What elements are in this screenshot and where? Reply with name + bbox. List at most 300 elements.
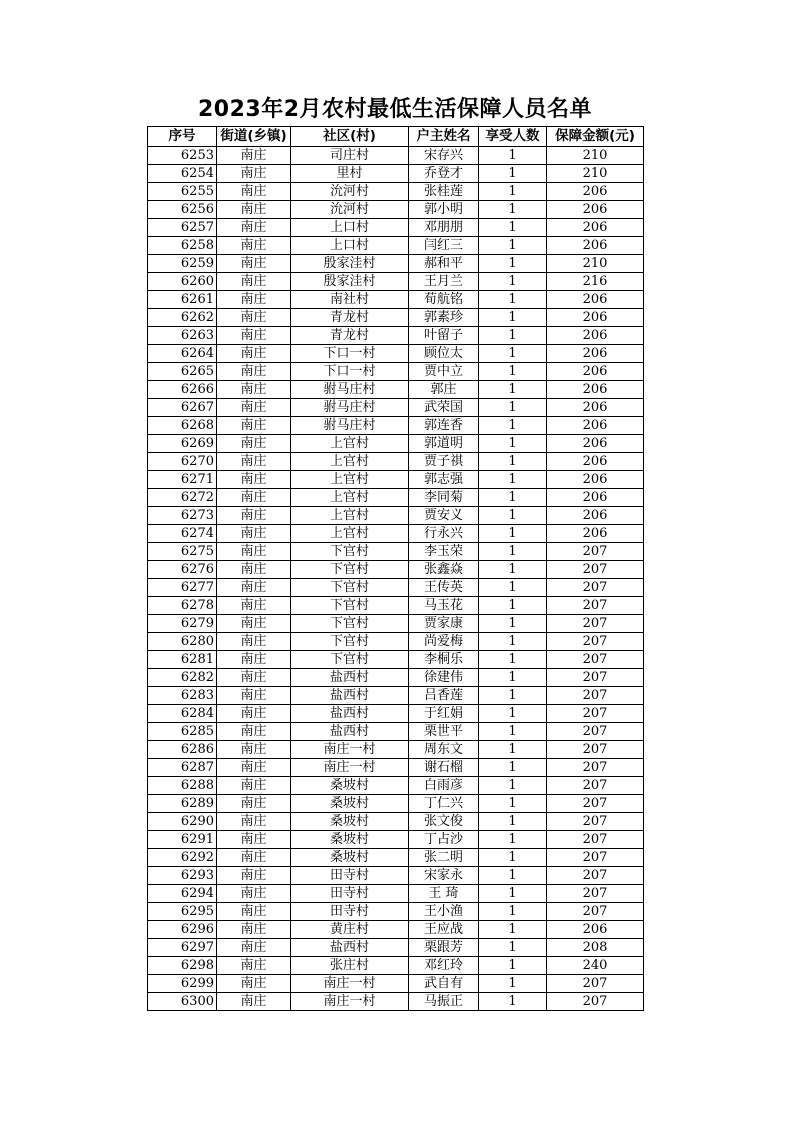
householder-cell: 周东文: [409, 741, 479, 759]
serial-cell: 6264: [148, 345, 217, 363]
table-row: [148, 939, 644, 957]
householder-cell: 马玉花: [409, 597, 479, 615]
amount-cell: 207: [547, 651, 644, 669]
page-title: 2023年2月农村最低生活保障人员名单: [197, 97, 593, 122]
serial-cell: 6277: [148, 579, 217, 597]
community-cell: 驸马庄村: [291, 399, 409, 417]
householder-cell: 丁仁兴: [409, 795, 479, 813]
householder-cell: 马振正: [409, 993, 479, 1011]
amount-cell: 207: [547, 615, 644, 633]
serial-cell: 6284: [148, 705, 217, 723]
amount-cell: 240: [547, 957, 644, 975]
table-row: [148, 435, 644, 453]
serial-cell: 6280: [148, 633, 217, 651]
table-row: [148, 705, 644, 723]
header-amount: 保障金额(元): [547, 127, 644, 147]
street-cell: 南庄: [217, 705, 291, 723]
persons-cell: 1: [479, 939, 547, 957]
amount-cell: 207: [547, 759, 644, 777]
street-cell: 南庄: [217, 579, 291, 597]
table-row: [148, 525, 644, 543]
serial-cell: 6291: [148, 831, 217, 849]
amount-cell: 206: [547, 201, 644, 219]
persons-cell: 1: [479, 309, 547, 327]
amount-cell: 206: [547, 507, 644, 525]
table-row: [148, 489, 644, 507]
persons-cell: 1: [479, 723, 547, 741]
street-cell: 南庄: [217, 921, 291, 939]
persons-cell: 1: [479, 615, 547, 633]
amount-cell: 206: [547, 327, 644, 345]
community-cell: 下官村: [291, 597, 409, 615]
amount-cell: 207: [547, 993, 644, 1011]
householder-cell: 贾子祺: [409, 453, 479, 471]
serial-cell: 6270: [148, 453, 217, 471]
householder-cell: 行永兴: [409, 525, 479, 543]
community-cell: 殷家洼村: [291, 255, 409, 273]
householder-cell: 王 琦: [409, 885, 479, 903]
street-cell: 南庄: [217, 759, 291, 777]
community-cell: 桑坡村: [291, 831, 409, 849]
street-cell: 南庄: [217, 975, 291, 993]
householder-cell: 栗跟芳: [409, 939, 479, 957]
householder-cell: 郝和平: [409, 255, 479, 273]
community-cell: 田寺村: [291, 903, 409, 921]
householder-cell: 郭连香: [409, 417, 479, 435]
amount-cell: 206: [547, 237, 644, 255]
header-serial: 序号: [148, 127, 217, 147]
table-row: [148, 165, 644, 183]
householder-cell: 尚爱梅: [409, 633, 479, 651]
amount-cell: 207: [547, 561, 644, 579]
street-cell: 南庄: [217, 741, 291, 759]
serial-cell: 6259: [148, 255, 217, 273]
amount-cell: 206: [547, 309, 644, 327]
amount-cell: 207: [547, 795, 644, 813]
persons-cell: 1: [479, 543, 547, 561]
community-cell: 上官村: [291, 489, 409, 507]
table-row: [148, 957, 644, 975]
amount-cell: 207: [547, 777, 644, 795]
householder-cell: 栗世平: [409, 723, 479, 741]
amount-cell: 207: [547, 903, 644, 921]
community-cell: 上官村: [291, 471, 409, 489]
community-cell: 里村: [291, 165, 409, 183]
community-cell: 下官村: [291, 615, 409, 633]
householder-cell: 张桂莲: [409, 183, 479, 201]
serial-cell: 6267: [148, 399, 217, 417]
street-cell: 南庄: [217, 255, 291, 273]
persons-cell: 1: [479, 489, 547, 507]
persons-cell: 1: [479, 795, 547, 813]
community-cell: 上官村: [291, 525, 409, 543]
street-cell: 南庄: [217, 597, 291, 615]
street-cell: 南庄: [217, 525, 291, 543]
householder-cell: 贾家康: [409, 615, 479, 633]
serial-cell: 6276: [148, 561, 217, 579]
table-row: [148, 723, 644, 741]
amount-cell: 206: [547, 219, 644, 237]
persons-cell: 1: [479, 219, 547, 237]
serial-cell: 6283: [148, 687, 217, 705]
householder-cell: 王月兰: [409, 273, 479, 291]
table-row: [148, 975, 644, 993]
persons-cell: 1: [479, 597, 547, 615]
community-cell: 盐西村: [291, 939, 409, 957]
street-cell: 南庄: [217, 633, 291, 651]
community-cell: 上官村: [291, 435, 409, 453]
amount-cell: 206: [547, 921, 644, 939]
amount-cell: 206: [547, 453, 644, 471]
serial-cell: 6265: [148, 363, 217, 381]
community-cell: 下官村: [291, 579, 409, 597]
serial-cell: 6253: [148, 147, 217, 165]
street-cell: 南庄: [217, 993, 291, 1011]
householder-cell: 闫红三: [409, 237, 479, 255]
street-cell: 南庄: [217, 201, 291, 219]
community-cell: 沇河村: [291, 183, 409, 201]
householder-cell: 贾中立: [409, 363, 479, 381]
serial-cell: 6282: [148, 669, 217, 687]
amount-cell: 207: [547, 741, 644, 759]
householder-cell: 李玉荣: [409, 543, 479, 561]
serial-cell: 6297: [148, 939, 217, 957]
community-cell: 盐西村: [291, 669, 409, 687]
street-cell: 南庄: [217, 489, 291, 507]
street-cell: 南庄: [217, 453, 291, 471]
householder-cell: 贾安义: [409, 507, 479, 525]
amount-cell: 206: [547, 345, 644, 363]
street-cell: 南庄: [217, 777, 291, 795]
community-cell: 上官村: [291, 453, 409, 471]
street-cell: 南庄: [217, 723, 291, 741]
serial-cell: 6263: [148, 327, 217, 345]
persons-cell: 1: [479, 867, 547, 885]
street-cell: 南庄: [217, 165, 291, 183]
persons-cell: 1: [479, 183, 547, 201]
persons-cell: 1: [479, 255, 547, 273]
persons-cell: 1: [479, 777, 547, 795]
community-cell: 上口村: [291, 237, 409, 255]
householder-cell: 郭志强: [409, 471, 479, 489]
serial-cell: 6269: [148, 435, 217, 453]
street-cell: 南庄: [217, 273, 291, 291]
community-cell: 下口一村: [291, 345, 409, 363]
persons-cell: 1: [479, 705, 547, 723]
amount-cell: 207: [547, 579, 644, 597]
persons-cell: 1: [479, 435, 547, 453]
street-cell: 南庄: [217, 669, 291, 687]
street-cell: 南庄: [217, 291, 291, 309]
street-cell: 南庄: [217, 147, 291, 165]
serial-cell: 6271: [148, 471, 217, 489]
table-row: [148, 885, 644, 903]
table-row: [148, 417, 644, 435]
serial-cell: 6294: [148, 885, 217, 903]
persons-cell: 1: [479, 381, 547, 399]
table-row: [148, 669, 644, 687]
householder-cell: 吕香莲: [409, 687, 479, 705]
amount-cell: 207: [547, 633, 644, 651]
amount-cell: 207: [547, 813, 644, 831]
community-cell: 沇河村: [291, 201, 409, 219]
persons-cell: 1: [479, 831, 547, 849]
street-cell: 南庄: [217, 345, 291, 363]
street-cell: 南庄: [217, 327, 291, 345]
table-row: [148, 813, 644, 831]
table-row: [148, 453, 644, 471]
persons-cell: 1: [479, 957, 547, 975]
street-cell: 南庄: [217, 813, 291, 831]
amount-cell: 206: [547, 525, 644, 543]
householder-cell: 顾位太: [409, 345, 479, 363]
amount-cell: 206: [547, 399, 644, 417]
serial-cell: 6285: [148, 723, 217, 741]
amount-cell: 206: [547, 381, 644, 399]
persons-cell: 1: [479, 759, 547, 777]
community-cell: 驸马庄村: [291, 417, 409, 435]
amount-cell: 207: [547, 723, 644, 741]
householder-cell: 邓朋朋: [409, 219, 479, 237]
table-row: [148, 255, 644, 273]
amount-cell: 206: [547, 183, 644, 201]
street-cell: 南庄: [217, 399, 291, 417]
community-cell: 下官村: [291, 651, 409, 669]
community-cell: 下官村: [291, 633, 409, 651]
table-row: [148, 399, 644, 417]
table-row: [148, 777, 644, 795]
persons-cell: 1: [479, 237, 547, 255]
persons-cell: 1: [479, 273, 547, 291]
persons-cell: 1: [479, 633, 547, 651]
community-cell: 上口村: [291, 219, 409, 237]
community-cell: 桑坡村: [291, 813, 409, 831]
persons-cell: 1: [479, 849, 547, 867]
serial-cell: 6266: [148, 381, 217, 399]
street-cell: 南庄: [217, 867, 291, 885]
amount-cell: 207: [547, 597, 644, 615]
persons-cell: 1: [479, 903, 547, 921]
table-row: [148, 543, 644, 561]
table-row: [148, 381, 644, 399]
header-community: 社区(村): [291, 127, 409, 147]
serial-cell: 6286: [148, 741, 217, 759]
table-body: [148, 147, 644, 1011]
householder-cell: 宋存兴: [409, 147, 479, 165]
serial-cell: 6256: [148, 201, 217, 219]
persons-cell: 1: [479, 471, 547, 489]
householder-cell: 叶留子: [409, 327, 479, 345]
street-cell: 南庄: [217, 363, 291, 381]
community-cell: 南庄一村: [291, 741, 409, 759]
serial-cell: 6273: [148, 507, 217, 525]
amount-cell: 207: [547, 831, 644, 849]
householder-cell: 武荣国: [409, 399, 479, 417]
community-cell: 下官村: [291, 561, 409, 579]
persons-cell: 1: [479, 885, 547, 903]
persons-cell: 1: [479, 399, 547, 417]
street-cell: 南庄: [217, 903, 291, 921]
householder-cell: 于红娟: [409, 705, 479, 723]
community-cell: 青龙村: [291, 309, 409, 327]
table-row: [148, 993, 644, 1011]
amount-cell: 208: [547, 939, 644, 957]
serial-cell: 6296: [148, 921, 217, 939]
householder-cell: 宋家永: [409, 867, 479, 885]
table-row: [148, 219, 644, 237]
table-row: [148, 633, 644, 651]
persons-cell: 1: [479, 921, 547, 939]
table-row: [148, 201, 644, 219]
householder-cell: 王应战: [409, 921, 479, 939]
serial-cell: 6272: [148, 489, 217, 507]
serial-cell: 6275: [148, 543, 217, 561]
serial-cell: 6293: [148, 867, 217, 885]
amount-cell: 210: [547, 255, 644, 273]
persons-cell: 1: [479, 669, 547, 687]
householder-cell: 张文俊: [409, 813, 479, 831]
community-cell: 黄庄村: [291, 921, 409, 939]
roster-table: [147, 126, 644, 1011]
serial-cell: 6299: [148, 975, 217, 993]
street-cell: 南庄: [217, 885, 291, 903]
serial-cell: 6289: [148, 795, 217, 813]
amount-cell: 207: [547, 867, 644, 885]
street-cell: 南庄: [217, 543, 291, 561]
table-row: [148, 561, 644, 579]
table-row: [148, 579, 644, 597]
amount-cell: 207: [547, 687, 644, 705]
persons-cell: 1: [479, 741, 547, 759]
community-cell: 盐西村: [291, 723, 409, 741]
persons-cell: 1: [479, 561, 547, 579]
community-cell: 南社村: [291, 291, 409, 309]
householder-cell: 郭道明: [409, 435, 479, 453]
street-cell: 南庄: [217, 507, 291, 525]
householder-cell: 张鑫焱: [409, 561, 479, 579]
householder-cell: 李桐乐: [409, 651, 479, 669]
persons-cell: 1: [479, 363, 547, 381]
table-row: [148, 363, 644, 381]
street-cell: 南庄: [217, 435, 291, 453]
householder-cell: 王小渔: [409, 903, 479, 921]
serial-cell: 6295: [148, 903, 217, 921]
table-row: [148, 273, 644, 291]
community-cell: 南庄一村: [291, 759, 409, 777]
amount-cell: 206: [547, 291, 644, 309]
amount-cell: 206: [547, 471, 644, 489]
persons-cell: 1: [479, 291, 547, 309]
persons-cell: 1: [479, 813, 547, 831]
persons-cell: 1: [479, 507, 547, 525]
street-cell: 南庄: [217, 183, 291, 201]
street-cell: 南庄: [217, 309, 291, 327]
householder-cell: 邓红玲: [409, 957, 479, 975]
householder-cell: 李同菊: [409, 489, 479, 507]
table-row: [148, 291, 644, 309]
persons-cell: 1: [479, 201, 547, 219]
persons-cell: 1: [479, 345, 547, 363]
amount-cell: 207: [547, 975, 644, 993]
community-cell: 驸马庄村: [291, 381, 409, 399]
persons-cell: 1: [479, 975, 547, 993]
amount-cell: 216: [547, 273, 644, 291]
amount-cell: 206: [547, 435, 644, 453]
table-row: [148, 237, 644, 255]
amount-cell: 206: [547, 417, 644, 435]
street-cell: 南庄: [217, 957, 291, 975]
serial-cell: 6260: [148, 273, 217, 291]
persons-cell: 1: [479, 417, 547, 435]
persons-cell: 1: [479, 327, 547, 345]
table-row: [148, 921, 644, 939]
header-persons: 享受人数: [479, 127, 547, 147]
table-row: [148, 741, 644, 759]
serial-cell: 6292: [148, 849, 217, 867]
street-cell: 南庄: [217, 849, 291, 867]
community-cell: 青龙村: [291, 327, 409, 345]
table-row: [148, 759, 644, 777]
table-row: [148, 327, 644, 345]
street-cell: 南庄: [217, 471, 291, 489]
amount-cell: 210: [547, 165, 644, 183]
community-cell: 南庄一村: [291, 975, 409, 993]
serial-cell: 6268: [148, 417, 217, 435]
persons-cell: 1: [479, 165, 547, 183]
community-cell: 殷家洼村: [291, 273, 409, 291]
householder-cell: 白雨彦: [409, 777, 479, 795]
community-cell: 田寺村: [291, 885, 409, 903]
householder-cell: 郭庄: [409, 381, 479, 399]
serial-cell: 6257: [148, 219, 217, 237]
serial-cell: 6254: [148, 165, 217, 183]
street-cell: 南庄: [217, 651, 291, 669]
community-cell: 田寺村: [291, 867, 409, 885]
community-cell: 上官村: [291, 507, 409, 525]
amount-cell: 210: [547, 147, 644, 165]
table-header-row: [148, 127, 644, 147]
table-row: [148, 867, 644, 885]
householder-cell: 乔登才: [409, 165, 479, 183]
table-row: [148, 345, 644, 363]
community-cell: 张庄村: [291, 957, 409, 975]
persons-cell: 1: [479, 147, 547, 165]
householder-cell: 郭素珍: [409, 309, 479, 327]
table-row: [148, 687, 644, 705]
persons-cell: 1: [479, 687, 547, 705]
serial-cell: 6262: [148, 309, 217, 327]
serial-cell: 6278: [148, 597, 217, 615]
serial-cell: 6255: [148, 183, 217, 201]
householder-cell: 张二明: [409, 849, 479, 867]
amount-cell: 207: [547, 705, 644, 723]
community-cell: 盐西村: [291, 687, 409, 705]
serial-cell: 6288: [148, 777, 217, 795]
table-row: [148, 309, 644, 327]
householder-cell: 丁占沙: [409, 831, 479, 849]
table-row: [148, 507, 644, 525]
serial-cell: 6261: [148, 291, 217, 309]
street-cell: 南庄: [217, 831, 291, 849]
street-cell: 南庄: [217, 417, 291, 435]
serial-cell: 6287: [148, 759, 217, 777]
table-row: [148, 147, 644, 165]
amount-cell: 206: [547, 489, 644, 507]
street-cell: 南庄: [217, 615, 291, 633]
persons-cell: 1: [479, 579, 547, 597]
street-cell: 南庄: [217, 381, 291, 399]
street-cell: 南庄: [217, 795, 291, 813]
